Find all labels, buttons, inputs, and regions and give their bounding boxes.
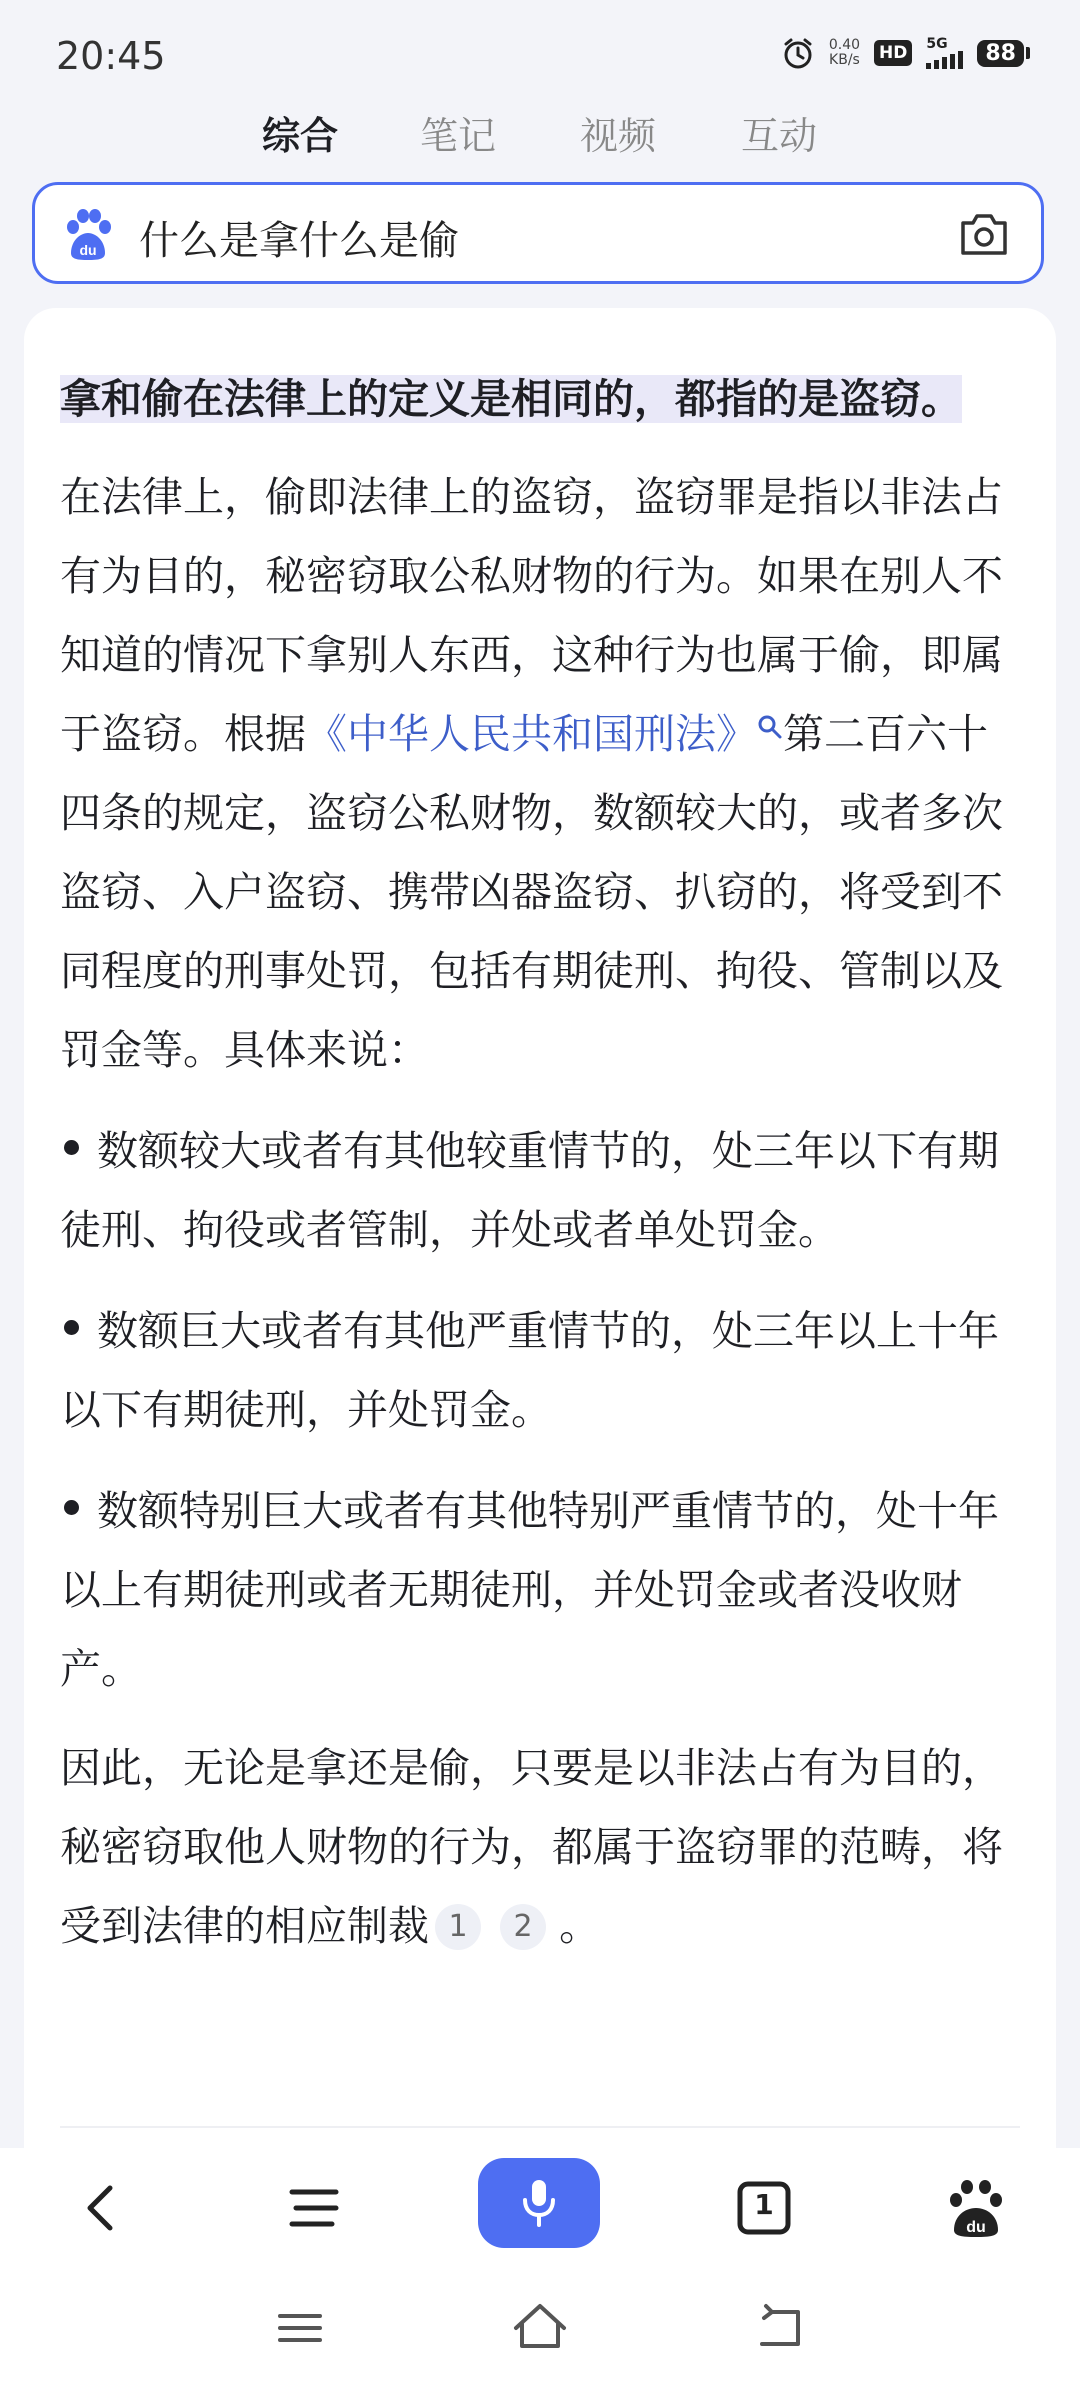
network-speed: 0.40 KB/s <box>828 37 861 68</box>
status-time: 20:45 <box>56 34 166 78</box>
recent-apps-icon[interactable] <box>270 2298 330 2358</box>
battery-icon: 88 <box>977 40 1030 67</box>
citation-badge-1[interactable]: 1 <box>435 1904 481 1950</box>
voice-search-button[interactable] <box>478 2158 600 2248</box>
bullet-dot <box>64 1500 79 1515</box>
alarm-icon <box>781 36 815 70</box>
answer-paragraph: 在法律上，偷即法律上的盗窃，盗窃罪是指以非法占有为目的，秘密窃取公私财物的行为。如果在别人不知道的情况下拿别人东西，这种行为也属于偷，即属于盗窃。根据《中华人民共和国刑法》 第二百六十四条的规定，盗窃公私财物，数额较大的，或者多次盗窃、入户盗窃、携带凶器盗窃、扒窃的，将受到不同程度的刑事处罚，包括有期徒刑、拘役、管制以及罚金等。具体来说： <box>60 473 1003 1074</box>
baidu-paw-icon <box>63 209 113 261</box>
list-item: 数额特别巨大或者有其他特别严重情节的，处十年以上有期徒刑或者无期徒刑，并处罚金或者没收财产。 <box>60 1487 999 1693</box>
home-icon[interactable] <box>508 2296 572 2360</box>
camera-icon[interactable] <box>959 211 1009 257</box>
hd-badge: HD <box>874 40 912 66</box>
tab-comprehensive[interactable]: 综合 <box>261 114 339 158</box>
back-icon[interactable] <box>62 2168 142 2248</box>
search-tabs <box>0 105 1080 165</box>
search-bar[interactable] <box>32 182 1044 284</box>
microphone-icon <box>519 2178 559 2228</box>
tab-videos[interactable]: 视频 <box>579 114 657 158</box>
search-icon[interactable] <box>757 714 783 740</box>
divider <box>60 2126 1020 2128</box>
citation-badge-2[interactable]: 2 <box>500 1904 546 1950</box>
bullet-dot <box>64 1140 79 1155</box>
bottom-toolbar <box>0 2148 1080 2268</box>
tab-interaction[interactable]: 互动 <box>740 114 818 158</box>
tab-notes[interactable]: 笔记 <box>419 114 497 158</box>
menu-icon[interactable] <box>274 2168 354 2248</box>
list-item: 数额巨大或者有其他严重情节的，处三年以上十年以下有期徒刑，并处罚金。 <box>60 1307 999 1434</box>
signal-icon: 5G <box>926 37 963 69</box>
status-icons <box>781 36 1030 70</box>
system-nav-bar <box>0 2268 1080 2388</box>
back-gesture-icon[interactable] <box>750 2298 810 2358</box>
svg-text:du: du <box>966 2219 986 2236</box>
svg-text:du: du <box>79 242 97 258</box>
answer-content <box>60 360 1020 1966</box>
tabs-count: 1 <box>754 2188 774 2221</box>
list-item: 数额较大或者有其他较重情节的，处三年以下有期徒刑、拘役或者管制，并处或者单处罚金。 <box>60 1127 999 1254</box>
criminal-law-link[interactable]: 《中华人民共和国刑法》 <box>306 710 757 758</box>
search-input[interactable]: 什么是拿什么是偷 <box>139 218 459 264</box>
answer-conclusion: 因此，无论是拿还是偷，只要是以非法占有为目的，秘密窃取他人财物的行为，都属于盗窃罪的范畴，将受到法律的相应制裁 1 2 。 <box>60 1744 1003 1950</box>
tabs-button[interactable] <box>724 2168 804 2248</box>
bullet-dot <box>64 1320 79 1335</box>
baidu-profile-icon[interactable] <box>936 2168 1016 2248</box>
status-bar <box>0 0 1080 110</box>
answer-summary: 拿和偷在法律上的定义是相同的，都指的是盗窃。 <box>60 375 962 423</box>
